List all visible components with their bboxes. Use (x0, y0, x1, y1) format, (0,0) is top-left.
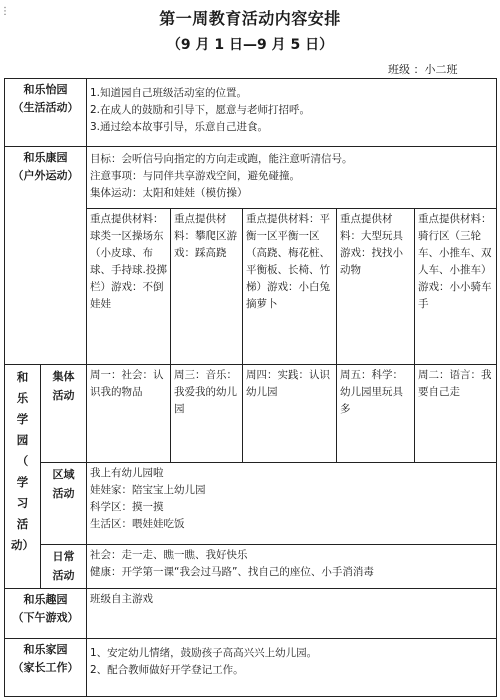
outdoor-goal-row (5, 147, 497, 209)
home-content: 1、安定幼儿情绪，鼓励孩子高高兴兴上幼儿园。 2、配合教师做好开学登记工作。 (87, 639, 497, 697)
outdoor-area-1: 重点提供材料：球类一区操场东（小皮球、布球、手持球.投掷栏）游戏：不倒娃娃 (87, 209, 171, 365)
group-day-fri: 周五：科学：幼儿园里玩具多 (337, 365, 415, 463)
outdoor-area-5: 重点提供材料：骑行区（三轮车、小推车、双人车、小推车）游戏：小小骑车手 (415, 209, 497, 365)
fun-content: 班级自主游戏 (87, 589, 497, 639)
outdoor-area-3: 重点提供材料：平衡一区平衡一区（高跷、梅花桩、平衡板、长椅、竹梯）游戏：小白兔摘萝卜 (243, 209, 337, 365)
life-row (5, 79, 497, 147)
class-info: 班级 ：小二班 (388, 63, 458, 76)
fun-row (5, 589, 497, 639)
study-group-row (5, 365, 497, 463)
life-content: 1.知道园自己班级活动室的位置。 2.在成人的鼓励和引导下，愿意与老师打招呼。 3.通过绘本故事引导，乐意自己进食。 (87, 79, 497, 147)
study-region-row (5, 463, 497, 545)
group-activity-label: 集体 活动 (41, 365, 87, 463)
region-activity-label: 区域 活动 (41, 463, 87, 545)
fun-label: 和乐趣园 （下午游戏） (5, 589, 87, 639)
weekly-plan-table (4, 78, 497, 697)
region-activity-content: 我上有幼儿园啦 娃娃家：陪宝宝上幼儿园 科学区：摸一摸 生活区：喂娃娃吃饭 (87, 463, 497, 545)
life-label: 和乐怡园 （生活活动） (5, 79, 87, 147)
outdoor-area-4: 重点提供材料：大型玩具游戏：找找小动物 (337, 209, 415, 365)
outdoor-goals: 目标：会听信号向指定的方向走或跑，能注意听清信号。 注意事项：与同伴共享游戏空间，避免碰撞。 集体运动：太阳和娃娃（模仿操） (87, 147, 497, 209)
home-label: 和乐家园 （家长工作） (5, 639, 87, 697)
outdoor-label: 和乐康园 （户外运动） (5, 147, 87, 365)
daily-activity-label: 日常 活动 (41, 545, 87, 589)
page-title: 第一周教育活动内容安排 (159, 9, 341, 28)
group-day-wed: 周三：音乐：我爱我的幼儿园 (171, 365, 243, 463)
daily-activity-content: 社会：走一走、瞧一瞧、我好快乐 健康：开学第一课“我会过马路”、找自己的座位、小手消消毒 (87, 545, 497, 589)
margin-marker: ⋮ (0, 6, 10, 17)
home-row (5, 639, 497, 697)
study-label: 和 乐 学 园 （ 学 习 活 动） (5, 365, 41, 589)
group-day-thu: 周四：实践：认识幼儿园 (243, 365, 337, 463)
outdoor-area-2: 重点提供材料：攀爬区游戏：踩高跷 (171, 209, 243, 365)
group-day-tue: 周二：语言：我要自己走 (415, 365, 497, 463)
group-day-mon: 周一：社会：认识我的物品 (87, 365, 171, 463)
date-range: （9 月 1 日—9 月 5 日） (166, 37, 334, 53)
study-daily-row (5, 545, 497, 589)
